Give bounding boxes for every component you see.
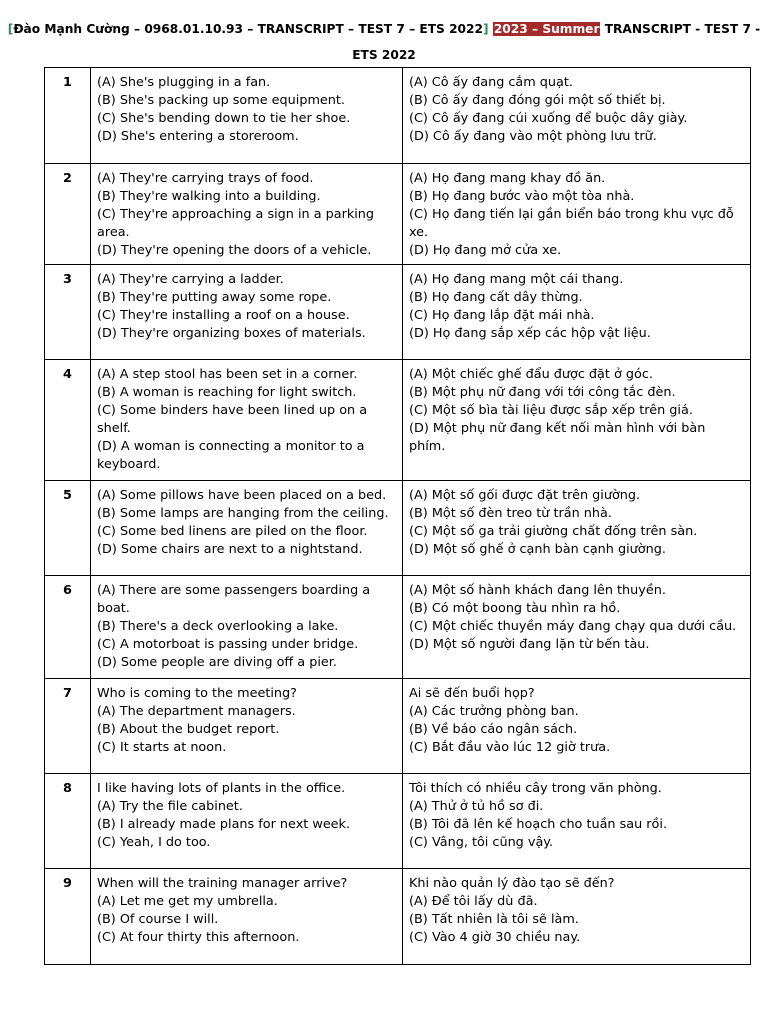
vietnamese-line: (B) Một phụ nữ đang với tới công tắc đèn.: [409, 385, 676, 400]
vietnamese-line: (A) Họ đang mang khay đồ ăn.: [409, 171, 606, 186]
english-line: (A) Let me get my umbrella.: [97, 894, 278, 909]
english-transcript-cell: [91, 68, 403, 164]
english-line: (C) Yeah, I do too.: [97, 835, 211, 850]
english-line: (A) A step stool has been set in a corner.: [97, 367, 358, 382]
vietnamese-translation-cell: [403, 68, 751, 164]
english-line: (A) Some pillows have been placed on a bed.: [97, 488, 387, 503]
english-line: (A) There are some passengers boarding a boat.: [97, 583, 371, 616]
vietnamese-line: (A) Để tôi lấy dù đã.: [409, 894, 538, 909]
english-transcript-cell: [91, 679, 403, 774]
english-line: (B) She's packing up some equipment.: [97, 93, 345, 108]
question-number: 8: [45, 774, 91, 869]
vietnamese-line: (C) Một chiếc thuyền máy đang chạy qua dưới cầu.: [409, 619, 737, 634]
english-line: (B) A woman is reaching for light switch.: [97, 385, 357, 400]
header-bracket-open: [: [7, 22, 14, 36]
vietnamese-translation-cell: [403, 774, 751, 869]
english-transcript-cell: [91, 265, 403, 360]
vietnamese-line: (D) Một số người đang lặn từ bến tàu.: [409, 637, 650, 652]
english-line: (A) They're carrying trays of food.: [97, 171, 314, 186]
vietnamese-line: Ai sẽ đến buổi họp?: [409, 686, 535, 701]
table-row: [45, 360, 751, 481]
english-line: (B) Some lamps are hanging from the ceiling.: [97, 506, 389, 521]
question-number: 1: [45, 68, 91, 164]
vietnamese-line: (B) Có một boong tàu nhìn ra hồ.: [409, 601, 621, 616]
vietnamese-translation-cell: [403, 481, 751, 576]
english-line: (C) At four thirty this afternoon.: [97, 930, 300, 945]
header-highlight: 2023 – Summer: [493, 22, 600, 36]
english-line: (C) They're approaching a sign in a parking area.: [97, 207, 375, 240]
vietnamese-line: (C) Họ đang tiến lại gần biển báo trong khu vực đỗ xe.: [409, 207, 734, 240]
english-line: (B) About the budget report.: [97, 722, 280, 737]
vietnamese-line: (D) Họ đang sắp xếp các hộp vật liệu.: [409, 326, 651, 341]
transcript-table: [44, 67, 751, 965]
english-line: (D) Some chairs are next to a nightstand.: [97, 542, 363, 557]
vietnamese-line: (D) Cô ấy đang vào một phòng lưu trữ.: [409, 129, 657, 144]
question-number: 7: [45, 679, 91, 774]
header-title-right: TRANSCRIPT - TEST 7 - ETS 2022: [352, 22, 761, 62]
english-line: (D) A woman is connecting a monitor to a keyboard.: [97, 439, 365, 472]
vietnamese-translation-cell: [403, 576, 751, 679]
english-line: (A) The department managers.: [97, 704, 296, 719]
vietnamese-line: (B) Một số đèn treo từ trần nhà.: [409, 506, 612, 521]
vietnamese-line: (D) Họ đang mở cửa xe.: [409, 243, 562, 258]
vietnamese-line: (C) Vào 4 giờ 30 chiều nay.: [409, 930, 581, 945]
question-number: 4: [45, 360, 91, 481]
vietnamese-line: (B) Họ đang cất dây thừng.: [409, 290, 583, 305]
table-row: [45, 68, 751, 164]
question-number: 6: [45, 576, 91, 679]
vietnamese-line: (A) Họ đang mang một cái thang.: [409, 272, 624, 287]
vietnamese-line: (B) Cô ấy đang đóng gói một số thiết bị.: [409, 93, 666, 108]
english-line: (D) Some people are diving off a pier.: [97, 655, 337, 670]
vietnamese-line: (B) Tất nhiên là tôi sẽ làm.: [409, 912, 579, 927]
vietnamese-line: Tôi thích có nhiều cây trong văn phòng.: [409, 781, 662, 796]
table-row: [45, 576, 751, 679]
vietnamese-translation-cell: [403, 164, 751, 265]
vietnamese-line: (A) Một chiếc ghế đẩu được đặt ở góc.: [409, 367, 653, 382]
vietnamese-translation-cell: [403, 869, 751, 965]
vietnamese-line: (A) Thử ở tủ hồ sơ đi.: [409, 799, 544, 814]
question-number: 9: [45, 869, 91, 965]
vietnamese-line: (B) Họ đang bước vào một tòa nhà.: [409, 189, 635, 204]
vietnamese-translation-cell: [403, 679, 751, 774]
english-transcript-cell: [91, 481, 403, 576]
table-row: [45, 265, 751, 360]
transcript-table-body: [45, 68, 751, 965]
table-row: [45, 774, 751, 869]
vietnamese-line: (A) Một số hành khách đang lên thuyền.: [409, 583, 666, 598]
vietnamese-line: (C) Họ đang lắp đặt mái nhà.: [409, 308, 595, 323]
vietnamese-translation-cell: [403, 360, 751, 481]
english-line: (C) She's bending down to tie her shoe.: [97, 111, 351, 126]
english-line: (B) They're putting away some rope.: [97, 290, 332, 305]
english-line: (C) A motorboat is passing under bridge.: [97, 637, 359, 652]
table-row: [45, 679, 751, 774]
english-line: When will the training manager arrive?: [97, 876, 348, 891]
vietnamese-line: (C) Cô ấy đang cúi xuống để buộc dây giày.: [409, 111, 688, 126]
vietnamese-translation-cell: [403, 265, 751, 360]
page-header: [0, 16, 768, 68]
english-line: I like having lots of plants in the office.: [97, 781, 346, 796]
english-transcript-cell: [91, 360, 403, 481]
english-line: (C) Some binders have been lined up on a shelf.: [97, 403, 368, 436]
english-line: (D) She's entering a storeroom.: [97, 129, 299, 144]
vietnamese-line: (D) Một số ghế ở cạnh bàn cạnh giường.: [409, 542, 666, 557]
vietnamese-line: (C) Bắt đầu vào lúc 12 giờ trưa.: [409, 740, 611, 755]
vietnamese-line: (C) Một số bìa tài liệu được sắp xếp trên giá.: [409, 403, 693, 418]
vietnamese-line: (A) Cô ấy đang cắm quạt.: [409, 75, 573, 90]
header-title-left: Đào Mạnh Cường – 0968.01.10.93 – TRANSCRIPT – TEST 7 – ETS 2022: [13, 22, 483, 36]
english-line: (D) They're organizing boxes of materials.: [97, 326, 366, 341]
vietnamese-line: (A) Một số gối được đặt trên giường.: [409, 488, 641, 503]
english-line: Who is coming to the meeting?: [97, 686, 297, 701]
vietnamese-line: (C) Một số ga trải giường chất đống trên sàn.: [409, 524, 698, 539]
english-line: (C) Some bed linens are piled on the floor.: [97, 524, 368, 539]
english-line: (B) Of course I will.: [97, 912, 219, 927]
english-line: (B) I already made plans for next week.: [97, 817, 351, 832]
english-line: (A) Try the file cabinet.: [97, 799, 243, 814]
question-number: 2: [45, 164, 91, 265]
question-number: 3: [45, 265, 91, 360]
english-line: (A) They're carrying a ladder.: [97, 272, 284, 287]
english-transcript-cell: [91, 164, 403, 265]
table-row: [45, 481, 751, 576]
vietnamese-line: (D) Một phụ nữ đang kết nối màn hình với bàn phím.: [409, 421, 706, 454]
vietnamese-line: (B) Tôi đã lên kế hoạch cho tuần sau rồi.: [409, 817, 668, 832]
english-line: (B) There's a deck overlooking a lake.: [97, 619, 339, 634]
vietnamese-line: (C) Vâng, tôi cũng vậy.: [409, 835, 554, 850]
english-line: (C) They're installing a roof on a house.: [97, 308, 350, 323]
english-line: (D) They're opening the doors of a vehicle.: [97, 243, 372, 258]
english-transcript-cell: [91, 774, 403, 869]
header-bracket-close: ]: [483, 22, 489, 36]
vietnamese-line: (A) Các trưởng phòng ban.: [409, 704, 579, 719]
question-number: 5: [45, 481, 91, 576]
table-row: [45, 164, 751, 265]
english-line: (C) It starts at noon.: [97, 740, 227, 755]
vietnamese-line: Khi nào quản lý đào tạo sẽ đến?: [409, 876, 615, 891]
english-transcript-cell: [91, 869, 403, 965]
table-row: [45, 869, 751, 965]
english-line: (B) They're walking into a building.: [97, 189, 321, 204]
english-transcript-cell: [91, 576, 403, 679]
vietnamese-line: (B) Về báo cáo ngân sách.: [409, 722, 578, 737]
english-line: (A) She's plugging in a fan.: [97, 75, 271, 90]
